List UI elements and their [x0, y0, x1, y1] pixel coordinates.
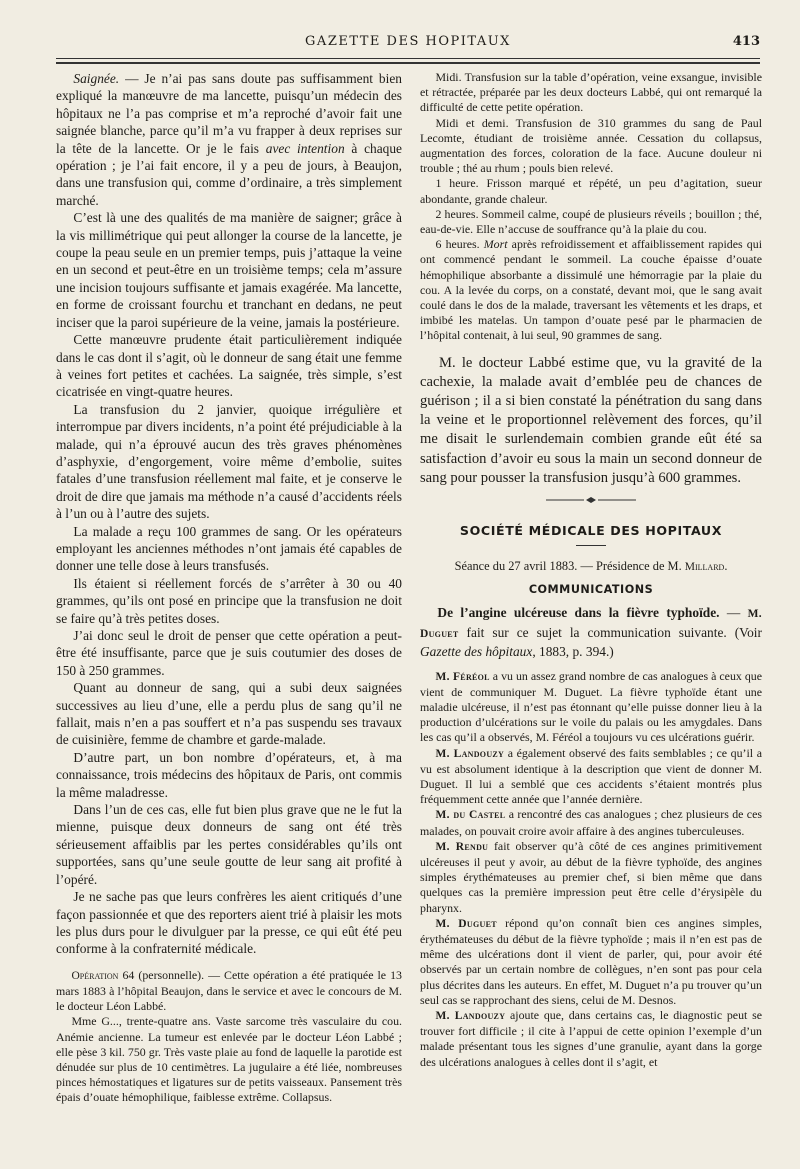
seance-line	[420, 558, 762, 576]
remark-text: a rencontré des cas analogues ; chez plusieurs de ces malades, on pouvait croire avoir affaire à des angines tuberculeuses.	[420, 807, 762, 838]
section-title: SOCIÉTÉ MÉDICALE DES HOPITAUX	[459, 523, 723, 539]
remark-text: a également observé des faits semblables ; ce qu’il a vu est absolument identique à la description que vient de donner M. Duguet. Il lui a semblé que ces accidents s’étaient montrés plus fréquemment cette année que l’année dernière.	[420, 745, 762, 807]
paragraph-text: 6 heures.	[435, 237, 484, 252]
dash: —	[719, 605, 748, 621]
paragraph-text: , 1883, p. 394.)	[532, 644, 614, 660]
paragraph-text: — Je n’ai pas sans doute pas suffisamment bien expliqué la manœuvre de ma lancette, puisqu’un médecin des hôpitaux ne l’a pas comprise et m’a reproché d’avoir fait une saignée blanche, parce qu’il m’a vu frapper à deux reprises sur la tête de la lancette. Or je le fais	[56, 71, 402, 156]
speaker-name: M. du Castel	[435, 809, 506, 822]
seance-text: Séance du 27 avril 1883. — Présidence de M.	[454, 559, 685, 574]
paragraph: Cette manœuvre prudente était particulièrement indiquée dans le cas dont il s’agit, où le donneur de sang était une femme à veines fort petites et cachées. La saignée, très simple, s’est cicatrisée en vingt-quatre heures.	[56, 332, 402, 400]
remark-fereol	[420, 669, 762, 746]
paragraph: C’est là une des qualités de ma manière de saigner; grâce à la vis millimétrique qui peut allonger la course de la lancette, je coupe la peau seule en un premier temps, puis j’attaque la veine en un second et peut-être en un troisième temps; cela m’assure une incision toujours suffisante et jamais exagérée. Ma lancette, en forme de croissant fourchu et tranchant en dedans, ne peut inciser que la paroi supérieure de la veine, jamais la postérieure.	[56, 210, 402, 330]
speaker-name: M. Landouzy	[435, 1009, 506, 1022]
paragraph: Je ne sache pas que leurs confrères les aient critiqués d’une façon passionnée et que des reporters aient trié à plaisir les mots les plus durs pour le divulguer par la presse, ce qui eût été peu conforme à la confraternité médicale.	[56, 889, 402, 957]
paragraph-lead: Saignée.	[73, 71, 120, 86]
paragraph-text: 64 (personnelle). — Cette opération a été pratiquée le 13 mars 1883 à l’hôpital Beaujon, dans le service et avec le concours de M. le docteur Léon Labbé.	[56, 967, 402, 1014]
running-header	[56, 34, 760, 54]
timeline-entry	[420, 237, 762, 343]
header-rule-thick	[56, 62, 760, 64]
left-column	[56, 70, 402, 1106]
remark-text: répond qu’on connaît bien ces angines simples, érythémateuses du début de la fièvre typhoïde ; mais il n’en est pas de même des ulcérations dont il vient de parler, qui, pour avoir été observés par un certain nombre de collègues, n’en sont pas pour cela plus décrites dans les auteurs. En effet, M. Duguet n’a pu trouver qu’un seul cas se rapprochant des siens, celui de M. Desnos.	[420, 915, 762, 1007]
paragraph: J’ai donc seul le droit de penser que cette opération a peut-être été insuffisante, parce que je suis coutumier des doses de 150 à 250 grammes.	[56, 628, 402, 678]
speaker-name: M. Féréol	[435, 670, 490, 683]
discussion	[420, 669, 762, 1070]
paragraph-text: à chaque opération ; je l’ai fait encore, il y a peu de jours, à Beaujon, dans une transfusion qui, comme d’ordinaire, a très simplement marché.	[56, 140, 403, 208]
paragraph: La transfusion du 2 janvier, quoique irrégulière et interrompue par divers incidents, n’a point été préjudiciable à la malade, qui n’a éprouvé aucun des très graves phénomènes d’asphyxie, d’engorgement, voire même d’embolie, suites fatales d’une transfusion réellement mal faite, et je conserve le droit de dire que jamais ma méthode n’a causé d’accidents réels à l’un ou à l’autre des sujets.	[56, 401, 402, 522]
paragraph: Ils étaient si réellement forcés de s’arrêter à 30 ou 40 grammes, qu’ils ont posé en principe que la transfusion ne doit se faire qu’à très petites doses.	[56, 575, 402, 626]
seance-text: .	[724, 559, 728, 574]
speaker-name: M. Duguet	[420, 608, 762, 640]
emphasis: Mort	[483, 237, 508, 252]
paragraph: D’autre part, un bon nombre d’opérateurs, et, à ma connaissance, trois médecins des hôpitaux de Paris, ont commis la même maladresse.	[56, 749, 402, 800]
operation-lead: Opération	[71, 969, 119, 982]
remark-du-castel	[420, 807, 762, 838]
timeline-entry: 2 heures. Sommeil calme, coupé de plusieurs réveils ; bouillon ; thé, eau-de-vie. Elle n’accuse de souffrance qu’à la plaie du cou.	[420, 206, 762, 237]
remark-text: a vu un assez grand nombre de cas analogues à ceux que vient de communiquer M. Duguet. La fièvre typhoïde étant une maladie ulcéreuse, il n’est pas étonnant qu’elle puisse donner lieu à la production d’ulcérations sur le voile du palais ou les amygdales. Dans les cas qu’il a observés, M. Féréol a toujours vu ces ulcérations guérir.	[420, 668, 762, 745]
communications-heading: COMMUNICATIONS	[528, 582, 654, 596]
operation-heading	[56, 968, 402, 1015]
journal-title: GAZETTE DES HOPITAUX	[305, 34, 511, 49]
header-rule-thin	[56, 58, 760, 59]
remark-text: fait observer qu’à côté de ces angines primitivement ulcéreuses il peut y avoir, au début de la fièvre typhoïde, des angines simples érythémateuses au premier chef, si bien même que dans quelques cas la première impression peut être celle d’érysipèle du pharynx.	[420, 838, 762, 915]
paragraph-conclusion: M. le docteur Labbé estime que, vu la gravité de la cachexie, la malade avait d’emblée peu de chances de guérison ; il a si bien constaté la pénétration du sang dans la veine et le proportionnel relèvement des forces, qu’il me disait le surlendemain combien grande eût été sa satisfaction d’avoir eu sous la main un second donneur de sang pour pousser la transfusion jusqu’à 600 grammes.	[420, 354, 762, 486]
operation-timeline	[420, 70, 762, 344]
president-name: Millard	[684, 561, 725, 574]
ornamental-separator	[420, 496, 762, 504]
remark-duguet	[420, 916, 762, 1008]
remark-landouzy	[420, 746, 762, 808]
timeline-entry: Midi et demi. Transfusion de 310 grammes du sang de Paul Lecomte, étudiant de troisième année. Cessation du collapsus, augmentation des forces, coloration de la face. Aucune douleur ni trouble ; thé au rhum ; pouls bien relevé.	[420, 115, 762, 176]
communication-duguet	[420, 604, 762, 660]
emphasis: avec intention	[265, 140, 345, 156]
remark-text: ajoute que, dans certains cas, le diagnostic peut se trouver fort difficile ; il cite à l’appui de cette opinion l’exemple d’un malade présentant tous les signes d’une granulie, ayant dans la gorge des ulcérations analogues à celles dont il s’agit, et	[420, 1007, 762, 1069]
speaker-name: M. Rendu	[435, 840, 489, 853]
section-rule	[576, 545, 606, 546]
communication-title: De l’angine ulcéreuse dans la fièvre typhoïde.	[437, 605, 720, 621]
paragraph: Dans l’un de ces cas, elle fut bien plus grave que ne le fut la mienne, puisque deux donneurs de sang ont été très sérieusement affaiblis par les pertes considérables qu’ils ont supportées, sans qu’une seule goutte de leur sang ait profité à l’opéré.	[56, 802, 402, 887]
citation: Gazette des hôpitaux	[420, 644, 533, 660]
page-number: 413	[732, 34, 760, 49]
speaker-name: M. Landouzy	[435, 747, 505, 760]
operation-case: Mme G..., trente-quatre ans. Vaste sarcome très vasculaire du cou. Anémie ancienne. La tumeur est enlevée par le docteur Léon Labbé ; elle pèse 3 kil. 750 gr. Très vaste plaie au fond de laquelle la parotide est dénudée sur plus de 10 centimètres. La jugulaire a été liée, nombreuses pinces hémostatiques et ligatures sur de petits vaisseaux. Pansement très épais d’ouate hémophilique, faiblesse extrême. Collapsus.	[56, 1014, 402, 1105]
paragraph-text: après refroidissement et affaiblissement rapides qui ont commencé pendant le sommeil. La couche épaisse d’ouate hémophilique absorbante a dissimulé une hémorragie par la plaie du cou. A la levée du corps, on a constaté, devant moi, que le sang avait coulé dans le dos de la malade, traversant les vêtements et les draps, et imbibé les matelas. Un tampon d’ouate pesé par le pharmacien de l’hôpital contenait, à lui seul, 90 grammes de sang.	[420, 237, 762, 343]
right-column	[420, 70, 762, 1070]
operation-report	[56, 968, 402, 1106]
paragraph: La malade a reçu 100 grammes de sang. Or les opérateurs employant les anciennes méthodes n’ont jamais été capables de donner une telle dose à leurs transfusés.	[56, 523, 402, 574]
paragraph: Quant au donneur de sang, qui a subi deux saignées successives au lieu d’une, elle a perdu plus de sang qu’il ne fallait, mais n’en a pas souffert et n’a pas suspendu ses travaux de cuisinière, femme de chambre et garde-malade.	[56, 680, 402, 748]
remark-landouzy-2	[420, 1008, 762, 1070]
paragraph-text: fait sur ce sujet la communication suivante. (Voir	[458, 624, 762, 640]
speaker-name: M. Duguet	[435, 917, 497, 930]
timeline-entry: 1 heure. Frisson marqué et répété, un peu d’agitation, sueur abondante, grande chaleur.	[420, 176, 762, 206]
remark-rendu	[420, 839, 762, 916]
timeline-entry: Midi. Transfusion sur la table d’opération, veine exsangue, invisible et rétractée, préparée par les deux docteurs Labbé, qui ont remarqué la difficulté de cette petite opération.	[420, 70, 762, 115]
paragraph-saignee	[56, 70, 402, 209]
